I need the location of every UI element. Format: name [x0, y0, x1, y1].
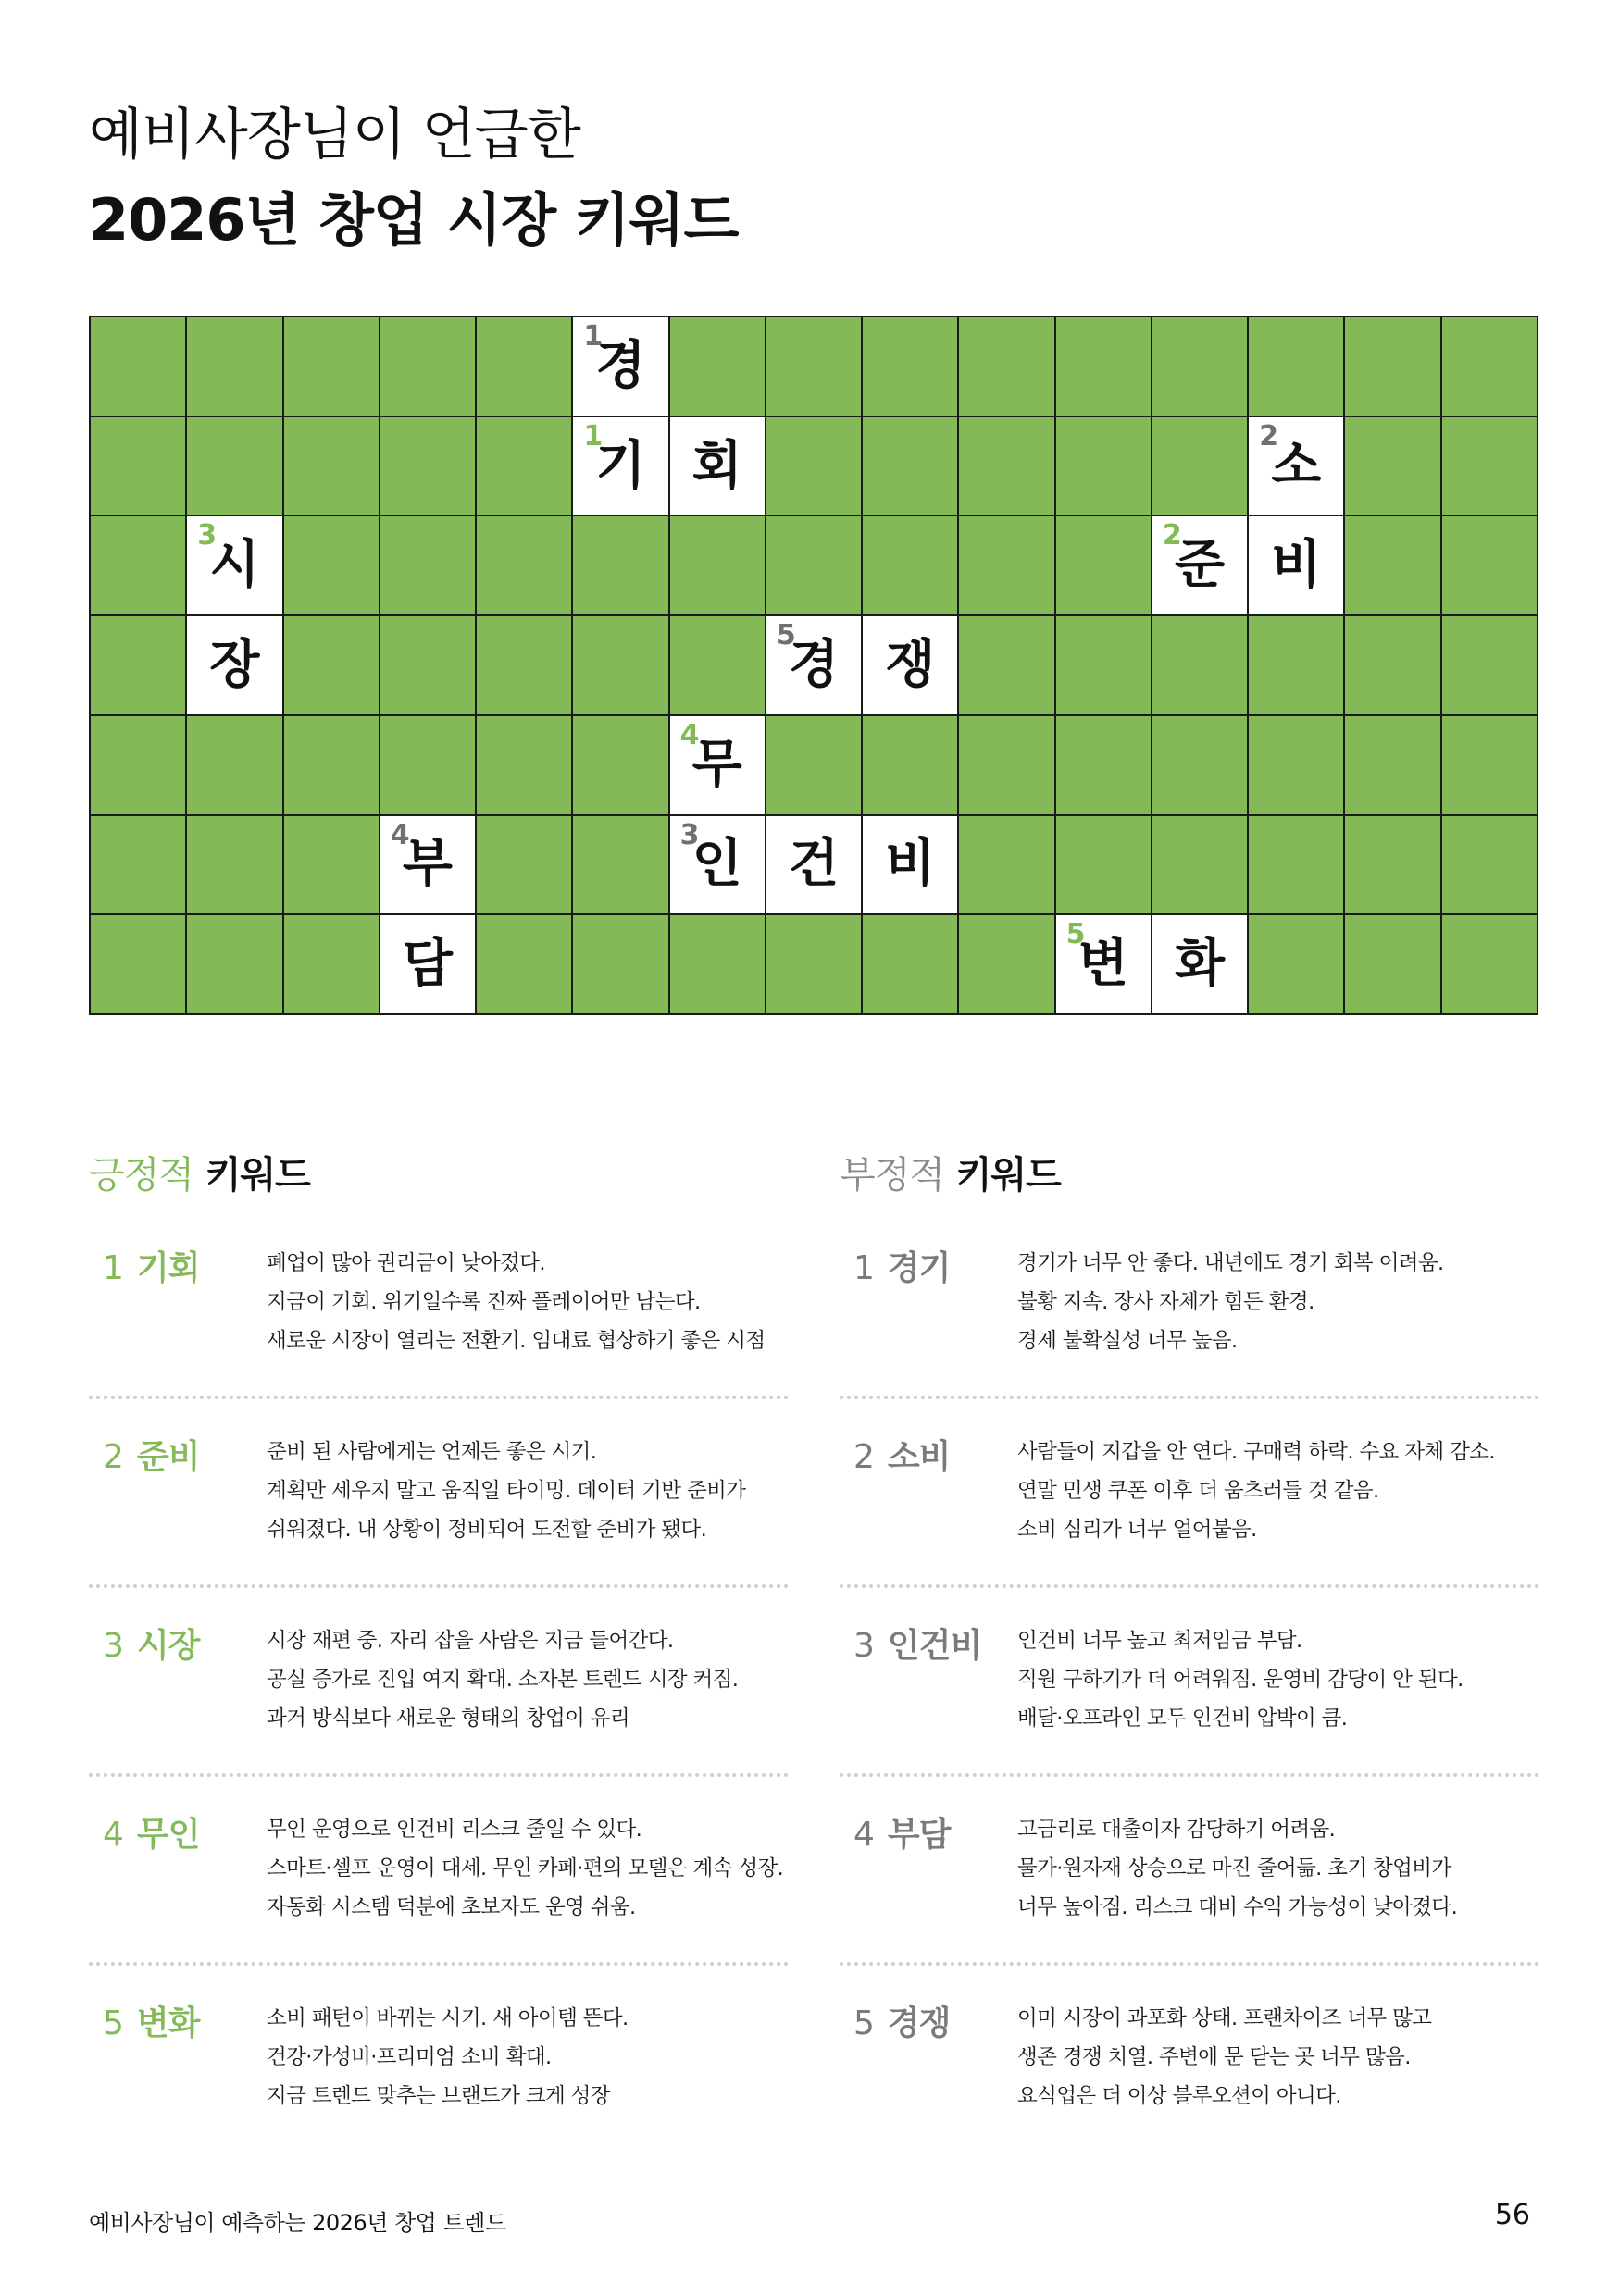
clue-number: 2 [1162, 519, 1182, 552]
crossword-letter: 경 [595, 335, 646, 396]
description-line: 계획만 세우지 말고 움직일 타이밍. 데이터 기반 준비가 [267, 1479, 746, 1503]
keyword-rank-label [103, 1431, 199, 1478]
crossword-letter: 비 [885, 834, 936, 895]
positive-keywords-section [89, 0, 789, 2296]
keyword-rank-label [103, 1808, 199, 1855]
negative-heading-rest: 키워드 [943, 1154, 1061, 1197]
description-line: 지금이 기회. 위기일수록 진짜 플레이어만 남는다. [267, 1290, 701, 1314]
dotted-divider [840, 1584, 1539, 1588]
keyword-word: 인건비 [887, 1627, 982, 1665]
keyword-rank-label [853, 1431, 950, 1478]
crossword-letter: 기 [595, 435, 646, 496]
positive-keyword-item [89, 1231, 789, 1388]
crossword-letter: 회 [691, 435, 742, 496]
description-line: 경제 불확실성 너무 높음. [1017, 1329, 1238, 1353]
description-line: 소비 패턴이 바뀌는 시기. 새 아이템 뜬다. [267, 2006, 629, 2030]
clue-number: 3 [197, 519, 218, 552]
keyword-word: 경기 [887, 1249, 951, 1287]
description-line: 스마트·셀프 운영이 대세. 무인 카페·편의 모델은 계속 성장. [267, 1856, 784, 1880]
description-line: 연말 민생 쿠폰 이후 더 움츠러들 것 같음. [1017, 1479, 1379, 1503]
dotted-divider [840, 1396, 1539, 1399]
clue-number: 4 [390, 818, 410, 851]
keyword-rank: 3 [853, 1627, 875, 1665]
description-line: 배달·오프라인 모두 인건비 압박이 큼. [1017, 1706, 1348, 1731]
description-line: 인건비 너무 높고 최저임금 부담. [1017, 1629, 1302, 1653]
footer-title: 예비사장님이 예측하는 2026년 창업 트렌드 [89, 2210, 506, 2236]
keyword-description [1017, 1433, 1545, 1549]
description-line: 준비 된 사람에게는 언제든 좋은 시기. [267, 1440, 597, 1464]
negative-keyword-item [840, 1986, 1539, 2143]
keyword-word: 변화 [136, 2004, 200, 2042]
keyword-rank-label [103, 1620, 199, 1667]
dotted-divider [840, 1773, 1539, 1777]
positive-keyword-item [89, 1608, 789, 1766]
positive-heading-rest: 키워드 [193, 1154, 310, 1197]
keyword-rank-label [103, 1997, 199, 2044]
positive-keyword-item [89, 1986, 789, 2143]
description-line: 쉬워졌다. 내 상황이 정비되어 도전할 준비가 됐다. [267, 1518, 707, 1542]
keyword-word: 소비 [887, 1438, 951, 1476]
crossword-letter: 부 [402, 834, 453, 895]
crossword-letter: 인 [691, 834, 742, 895]
crossword-letter: 경 [788, 634, 840, 695]
dotted-divider [840, 1962, 1539, 1966]
clue-number: 1 [583, 419, 604, 453]
description-line: 생존 경쟁 치열. 주변에 문 닫는 곳 너무 많음. [1017, 2045, 1411, 2069]
description-line: 무인 운영으로 인건비 리스크 줄일 수 있다. [267, 1818, 642, 1842]
keyword-word: 부담 [887, 1816, 951, 1854]
crossword-letter: 비 [1271, 535, 1322, 596]
description-line: 새로운 시장이 열리는 전환기. 임대료 협상하기 좋은 시점 [267, 1329, 766, 1353]
description-line: 불황 지속. 장사 자체가 힘든 환경. [1017, 1290, 1314, 1314]
keyword-description [1017, 1621, 1545, 1738]
clue-number: 5 [776, 619, 796, 652]
dotted-divider [89, 1584, 789, 1588]
keyword-rank: 5 [853, 2004, 875, 2042]
negative-keyword-item [840, 1231, 1539, 1388]
keyword-description [1017, 1244, 1545, 1360]
negative-heading-lead: 부정적 [840, 1154, 944, 1197]
description-line: 자동화 시스템 덕분에 초보자도 운영 쉬움. [267, 1895, 636, 1919]
keyword-description [267, 1244, 794, 1360]
dotted-divider [89, 1962, 789, 1966]
description-line: 경기가 너무 안 좋다. 내년에도 경기 회복 어려움. [1017, 1251, 1444, 1275]
keyword-rank: 4 [853, 1816, 875, 1854]
negative-keyword-item [840, 1797, 1539, 1955]
description-line: 소비 심리가 너무 얼어붙음. [1017, 1518, 1257, 1542]
positive-keyword-item [89, 1797, 789, 1955]
description-line: 폐업이 많아 권리금이 낮아졌다. [267, 1251, 545, 1275]
keyword-rank-label [853, 1808, 950, 1855]
description-line: 직원 구하기가 더 어려워짐. 운영비 감당이 안 된다. [1017, 1668, 1463, 1692]
dotted-divider [89, 1396, 789, 1399]
keyword-description [267, 1999, 794, 2116]
keyword-rank: 1 [853, 1249, 875, 1287]
positive-keyword-item [89, 1420, 789, 1577]
negative-keyword-item [840, 1608, 1539, 1766]
description-line: 고금리로 대출이자 감당하기 어려움. [1017, 1818, 1336, 1842]
keyword-rank-label [853, 1620, 981, 1667]
clue-number: 4 [679, 718, 700, 751]
page-number: 56 [1494, 2199, 1530, 2231]
description-line: 지금 트렌드 맞추는 브랜드가 크게 성장 [267, 2084, 610, 2108]
negative-keyword-item [840, 1420, 1539, 1577]
keyword-word: 경쟁 [887, 2004, 951, 2042]
keyword-rank: 5 [103, 2004, 124, 2042]
description-line: 공실 증가로 진입 여지 확대. 소자본 트렌드 시장 커짐. [267, 1668, 739, 1692]
clue-number: 1 [583, 320, 604, 353]
description-line: 요식업은 더 이상 블루오션이 아니다. [1017, 2084, 1341, 2108]
description-line: 과거 방식보다 새로운 형태의 창업이 유리 [267, 1706, 630, 1731]
description-line: 너무 높아짐. 리스크 대비 수익 가능성이 낮아졌다. [1017, 1895, 1458, 1919]
clue-number: 3 [679, 818, 700, 851]
keyword-word: 준비 [136, 1438, 200, 1476]
crossword-letter: 쟁 [885, 634, 936, 695]
crossword-letter: 시 [209, 535, 260, 596]
keyword-word: 시장 [136, 1627, 200, 1665]
description-line: 물가·원자재 상승으로 마진 줄어듦. 초기 창업비가 [1017, 1856, 1451, 1880]
crossword-letter: 화 [1175, 934, 1226, 995]
crossword-letter: 건 [788, 834, 840, 895]
positive-heading [89, 1146, 310, 1198]
description-line: 시장 재편 중. 자리 잡을 사람은 지금 들어간다. [267, 1629, 674, 1653]
crossword-letter: 준 [1175, 535, 1226, 596]
negative-keywords-section [840, 0, 1539, 2296]
keyword-rank: 3 [103, 1627, 124, 1665]
page-title: 2026년 창업 시장 키워드 [89, 186, 739, 254]
title-line-1: 예비사장님이 언급한 [89, 103, 580, 168]
description-line: 건강·가성비·프리미엄 소비 확대. [267, 2045, 552, 2069]
keyword-rank-label [853, 1242, 950, 1289]
crossword-letter: 소 [1271, 435, 1322, 496]
keyword-rank: 2 [103, 1438, 124, 1476]
keyword-word: 기회 [136, 1249, 200, 1287]
keyword-rank: 1 [103, 1249, 124, 1287]
keyword-rank: 4 [103, 1816, 124, 1854]
clue-number: 2 [1259, 419, 1279, 453]
crossword-letter: 장 [209, 634, 260, 695]
keyword-description [1017, 1999, 1545, 2116]
keyword-description [267, 1621, 794, 1738]
keyword-rank: 2 [853, 1438, 875, 1476]
description-line: 이미 시장이 과포화 상태. 프랜차이즈 너무 많고 [1017, 2006, 1432, 2030]
keyword-description [1017, 1810, 1545, 1927]
positive-heading-lead: 긍정적 [89, 1154, 193, 1197]
crossword-letter: 담 [402, 934, 453, 995]
crossword-letter: 변 [1077, 934, 1128, 995]
dotted-divider [89, 1773, 789, 1777]
description-line: 사람들이 지갑을 안 연다. 구매력 하락. 수요 자체 감소. [1017, 1440, 1495, 1464]
keyword-rank-label [853, 1997, 950, 2044]
negative-heading [840, 1146, 1061, 1198]
keyword-word: 무인 [136, 1816, 200, 1854]
keyword-rank-label [103, 1242, 199, 1289]
keyword-description [267, 1810, 794, 1927]
clue-number: 5 [1065, 918, 1086, 951]
crossword-letter: 무 [691, 734, 742, 795]
keyword-description [267, 1433, 794, 1549]
